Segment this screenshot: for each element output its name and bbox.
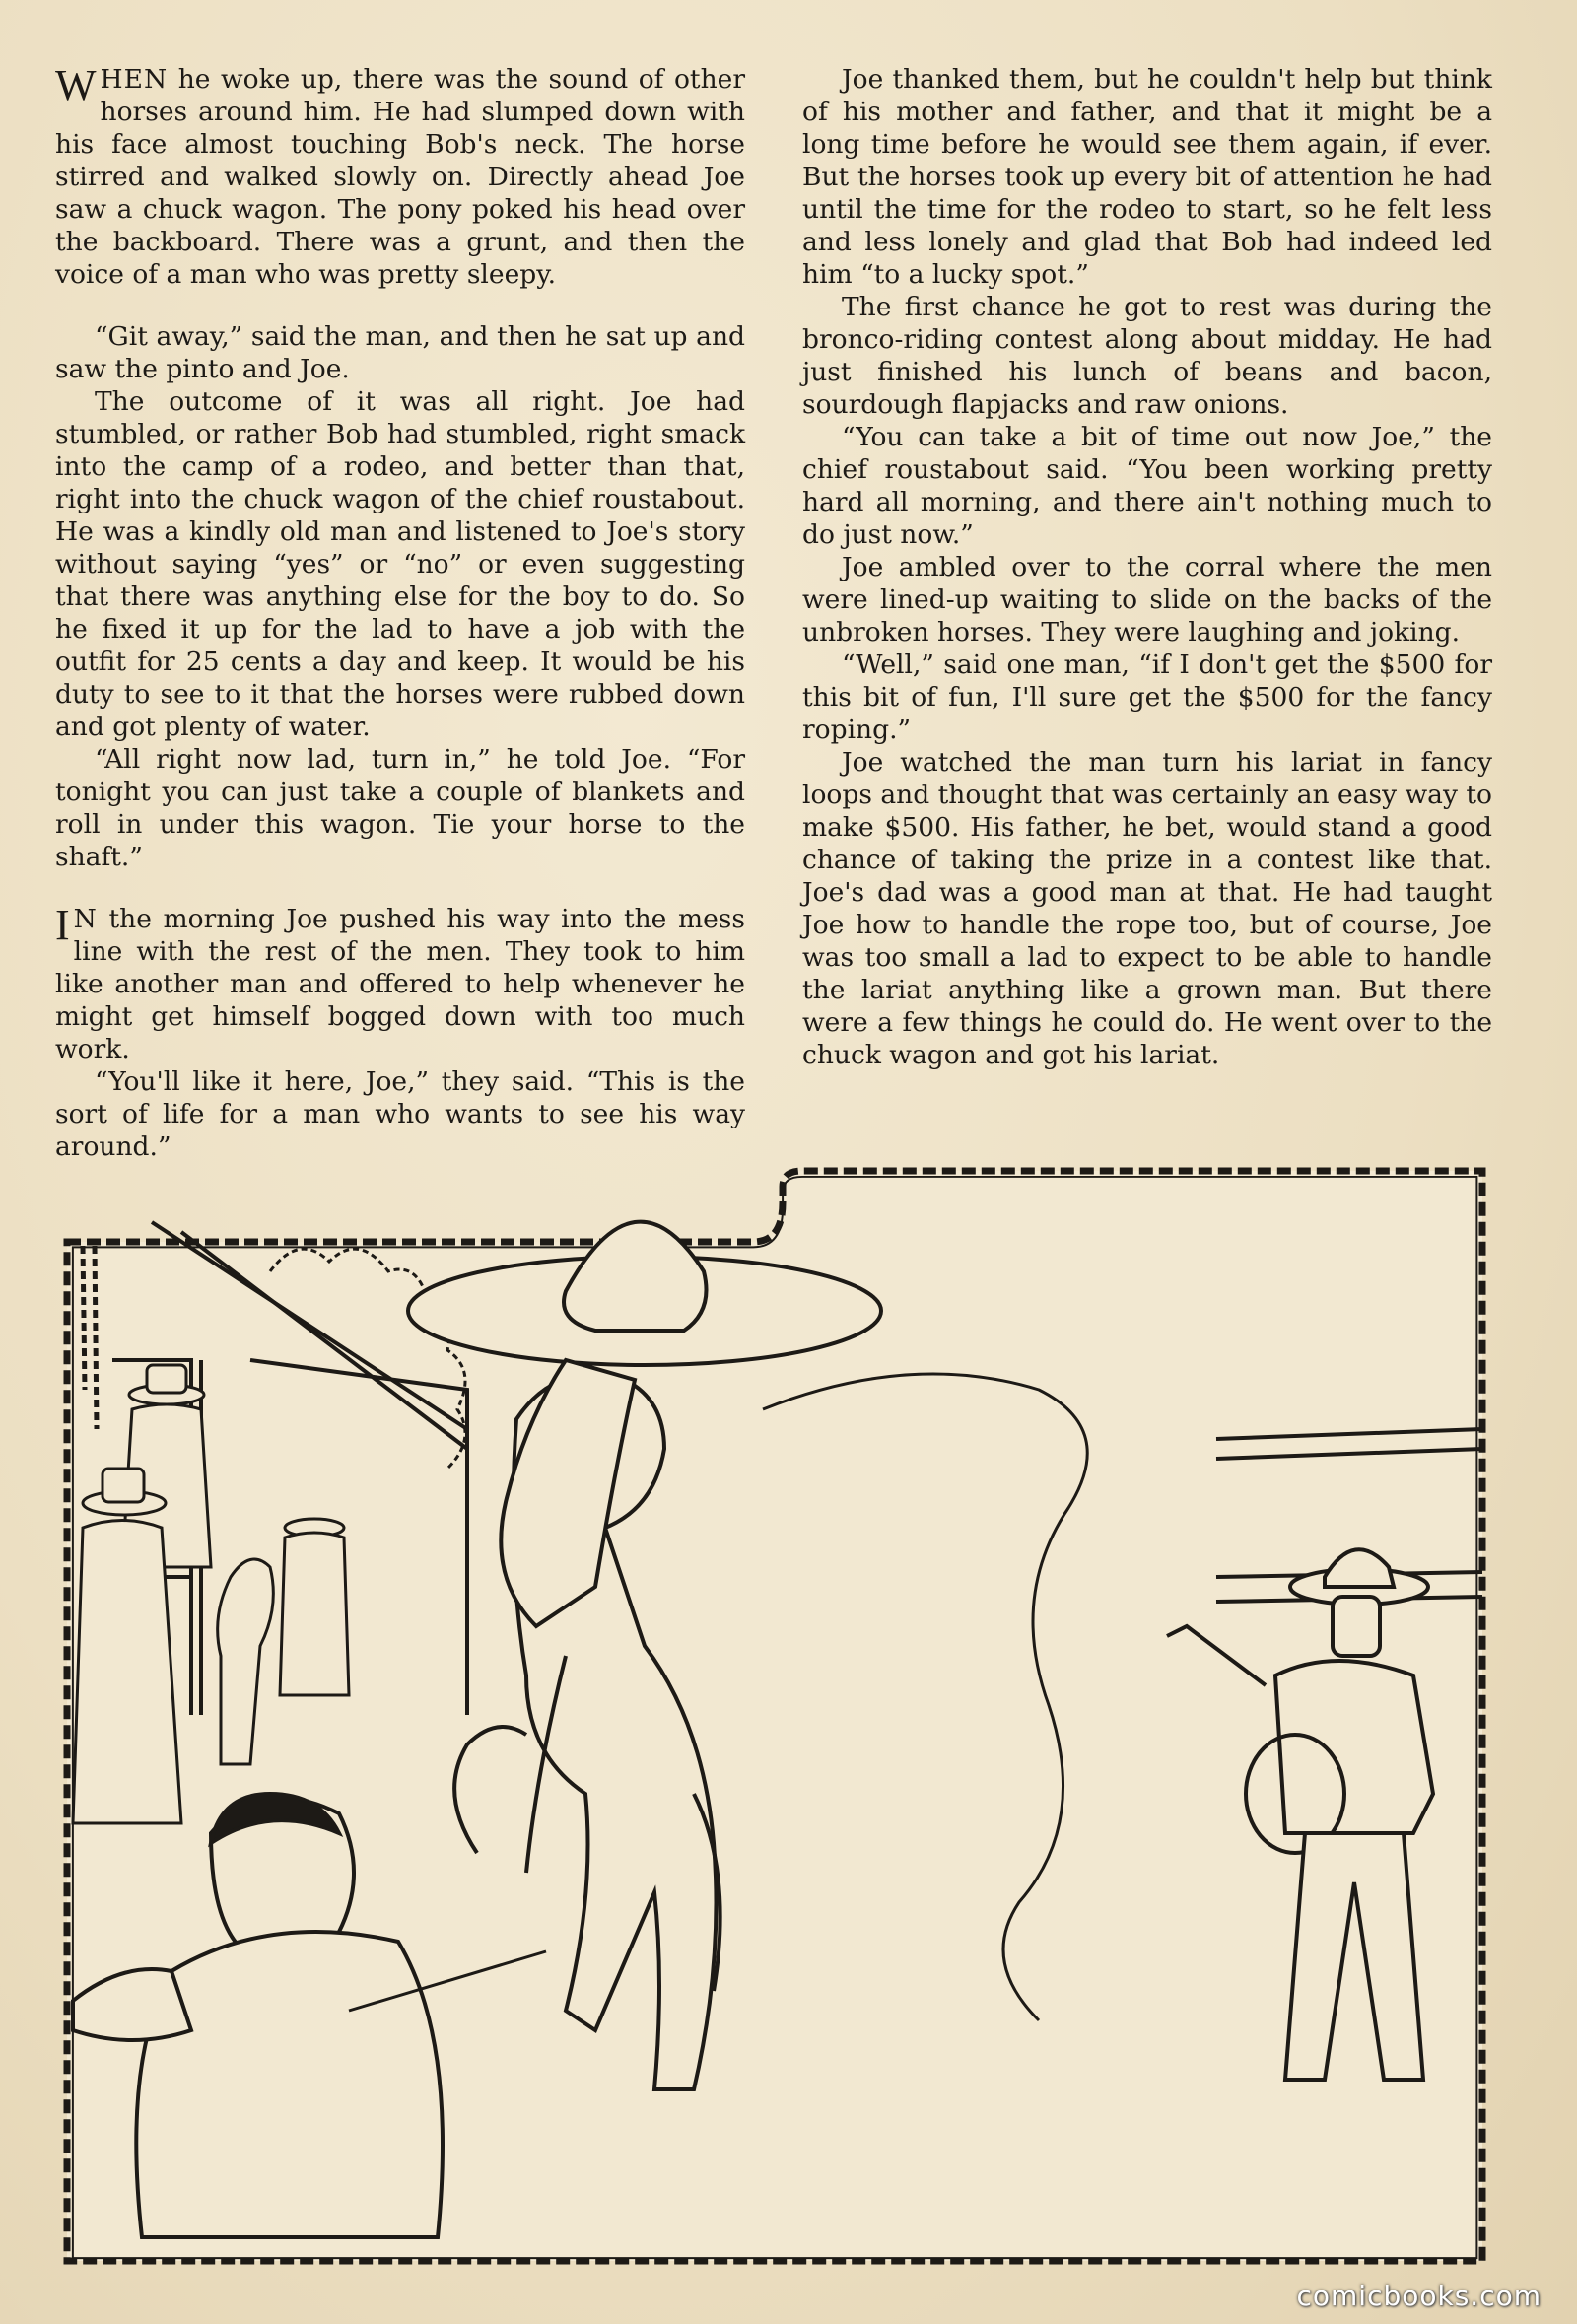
left-text-column — [55, 63, 745, 1163]
paragraph: Joe watched the man turn his lariat in fancy loops and thought that was certainly an easy way to make $500. His father, he bet, would stand a good chance of taking the prize in a contest like that. Joe's dad was a good man at that. He had taught Joe how to handle the rope too, but of course, Joe was too small a lad to expect to be able to handle the lariat anything like a grown man. But there were a few things he could do. He went over to the chuck wagon and got his lariat. — [802, 747, 1492, 1070]
right-text-column — [802, 63, 1492, 1071]
paragraph — [55, 63, 745, 291]
capital-word: N — [73, 904, 98, 934]
paragraph-text: the morning Joe pushed his way into the mess line with the rest of the men. They took to him like another man and offered to help whenever he might get himself bogged down with too much work. — [55, 904, 745, 1064]
paragraph-text: he woke up, there was the sound of other horses around him. He had slumped down with his face almost touching Bob's neck. The horse stirred and walked slowly on. Directly ahead Joe saw a chuck wagon. The pony poked his head over the backboard. There was a grunt, and then the voice of a man who was pretty sleepy. — [55, 64, 745, 290]
drop-cap: W — [55, 61, 97, 109]
paragraph: “You'll like it here, Joe,” they said. “This is the sort of life for a man who wants to see his way around.” — [55, 1066, 745, 1162]
paragraph: The first chance he got to rest was during the bronco-riding contest along about midday. He had just finished his lunch of beans and bacon, sourdough flapjacks and raw onions. — [802, 292, 1492, 420]
paragraph: Joe thanked them, but he couldn't help but think of his mother and father, and that it might be a long time before he would see them again, if ever. But the horses took up every bit of attention he had until the time for the rodeo to start, so he felt less and less lonely and glad that Bob had indeed led him “to a lucky spot.” — [802, 64, 1492, 290]
capital-word: HEN — [100, 64, 169, 95]
drop-cap: I — [55, 901, 70, 949]
watermark[interactable]: comicbooks.com — [1296, 2280, 1542, 2312]
paragraph: The outcome of it was all right. Joe had stumbled, or rather Bob had stumbled, right smack into the camp of a rodeo, and better than that, right into the chuck wagon of the chief roustabout. He was a kindly old man and listened to Joe's story without saying “yes” or “no” or even suggesting that there was anything else for the boy to do. So he fixed it up for the lad to have a job with the outfit for 25 cents a day and keep. It would be his duty to see to it that the horses were rubbed down and got plenty of water. — [55, 386, 745, 742]
paragraph: “Git away,” said the man, and then he sat up and saw the pinto and Joe. — [55, 321, 745, 384]
paragraph: Joe ambled over to the corral where the men were lined-up waiting to slide on the backs of the unbroken horses. They were laughing and joking. — [802, 552, 1492, 648]
paragraph — [55, 903, 745, 1065]
paragraph: “All right now lad, turn in,” he told Joe. “For tonight you can just take a couple of blankets and roll in under this wagon. Tie your horse to the shaft.” — [55, 744, 745, 872]
rodeo-illustration — [53, 1163, 1494, 2275]
paragraph: “Well,” said one man, “if I don't get the $500 for this bit of fun, I'll sure get the $500 for the fancy roping.” — [802, 649, 1492, 745]
paragraph: “You can take a bit of time out now Joe,” the chief roustabout said. “You been working pretty hard all morning, and there ain't nothing much to do just now.” — [802, 422, 1492, 550]
